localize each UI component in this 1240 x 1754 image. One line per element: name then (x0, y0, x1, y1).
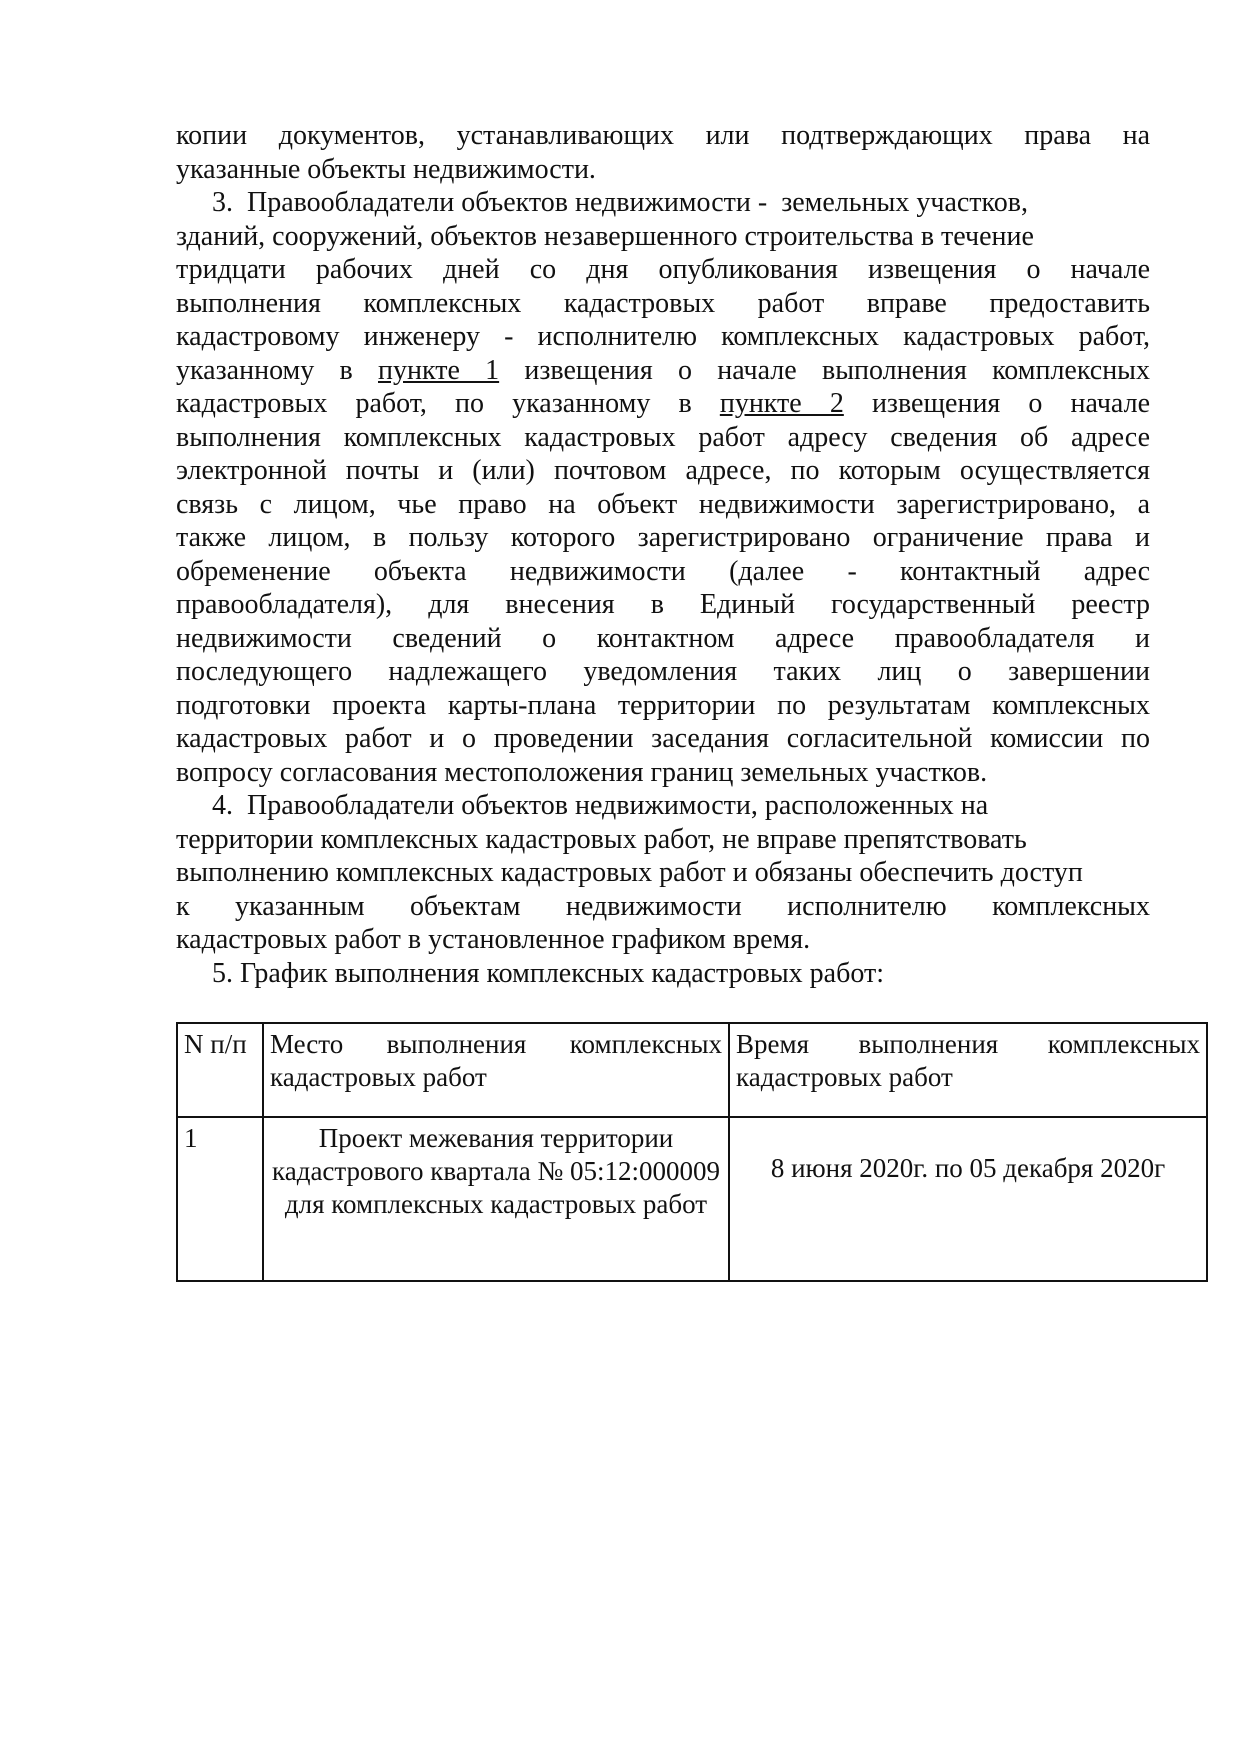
text-segment: указанному в (176, 354, 378, 386)
text-segment: 5. График выполнения комплексных кадастровых работ: (212, 957, 884, 989)
text-segment: кадастровому инженеру - исполнителю комплексных кадастровых работ, (176, 321, 1150, 352)
text-segment: к указанным объектам недвижимости исполнителю комплексных (176, 890, 1150, 922)
text-segment: территории комплексных кадастровых работ, не вправе препятствовать (176, 823, 1027, 855)
text-line (176, 655, 1150, 689)
cell-time: 8 июня 2020г. по 05 декабря 2020г (729, 1117, 1207, 1281)
text-line (176, 555, 1150, 589)
text-line (176, 186, 1150, 220)
text-segment: подготовки проекта карты-плана территории по результатам комплексных (176, 689, 1150, 721)
clause-reference-link[interactable]: пункте 1 (378, 354, 500, 386)
clause-reference-link[interactable]: пункте 2 (719, 388, 844, 419)
text-line (176, 856, 1150, 890)
text-line (176, 521, 1150, 555)
text-line (176, 789, 1150, 823)
text-line (176, 119, 1150, 153)
text-line (176, 153, 1150, 187)
text-line (176, 320, 1150, 354)
text-line (176, 387, 1150, 421)
text-segment: тридцати рабочих дней со дня опубликования извещения о начале (176, 254, 1150, 285)
text-segment: правообладателя), для внесения в Единый государственный реестр (176, 589, 1150, 620)
text-line (176, 622, 1150, 656)
text-segment: выполнения комплексных кадастровых работ адресу сведения об адресе (176, 421, 1150, 453)
table-header-row (177, 1023, 1207, 1117)
text-segment: 4. Правообладатели объектов недвижимости, расположенных на (212, 790, 989, 821)
text-segment: указанные объекты недвижимости. (176, 153, 596, 185)
text-line (176, 823, 1150, 857)
cell-location: Проект межевания территории кадастрового квартала № 05:12:000009 для комплексных кадастровых работ (263, 1117, 729, 1281)
text-line (176, 253, 1150, 287)
text-segment: связь с лицом, чье право на объект недвижимости зарегистрировано, а (176, 488, 1150, 520)
header-location: Место выполнения комплексных кадастровых работ (263, 1023, 729, 1117)
table-row (177, 1117, 1207, 1281)
header-number: N п/п (177, 1023, 263, 1117)
text-segment: кадастровых работ и о проведении заседания согласительной комиссии по (176, 723, 1150, 754)
text-line (176, 220, 1150, 254)
cell-number: 1 (177, 1117, 263, 1281)
text-line (176, 488, 1150, 522)
schedule-table (176, 1022, 1208, 1282)
text-line (176, 421, 1150, 455)
text-segment: 3. Правообладатели объектов недвижимости - земельных участков, (212, 187, 1028, 218)
text-line (176, 756, 1150, 790)
text-segment: выполнению комплексных кадастровых работ и обязаны обеспечить доступ (176, 857, 1083, 888)
text-segment: извещения о начале выполнения комплексных (499, 354, 1150, 386)
text-line (176, 689, 1150, 723)
text-segment: выполнения комплексных кадастровых работ вправе предоставить (176, 287, 1150, 319)
text-segment: кадастровых работ в установленное графиком время. (176, 924, 811, 955)
text-segment: электронной почты и (или) почтовом адресе, по которым осуществляется (176, 455, 1150, 486)
text-line (176, 454, 1150, 488)
text-segment: зданий, сооружений, объектов незавершенного строительства в течение (176, 220, 1034, 252)
text-line (176, 923, 1150, 957)
text-line (176, 957, 1150, 991)
text-line (176, 354, 1150, 388)
text-line (176, 588, 1150, 622)
text-segment: вопросу согласования местоположения границ земельных участков. (176, 756, 988, 788)
text-segment: недвижимости сведений о контактном адресе правообладателя и (176, 622, 1150, 654)
text-segment: также лицом, в пользу которого зарегистрировано ограничение права и (176, 522, 1150, 553)
text-line (176, 722, 1150, 756)
text-line (176, 287, 1150, 321)
document-body (176, 119, 1150, 990)
text-segment: последующего надлежащего уведомления таких лиц о завершении (176, 656, 1150, 687)
text-segment: кадастровых работ, по указанному в (176, 388, 720, 419)
text-segment: обременение объекта недвижимости (далее - контактный адрес (176, 555, 1150, 587)
text-line (176, 890, 1150, 924)
text-segment: копии документов, устанавливающих или подтверждающих права на (176, 120, 1150, 151)
text-segment: извещения о начале (843, 388, 1151, 419)
header-time: Время выполнения комплексных кадастровых работ (729, 1023, 1207, 1117)
